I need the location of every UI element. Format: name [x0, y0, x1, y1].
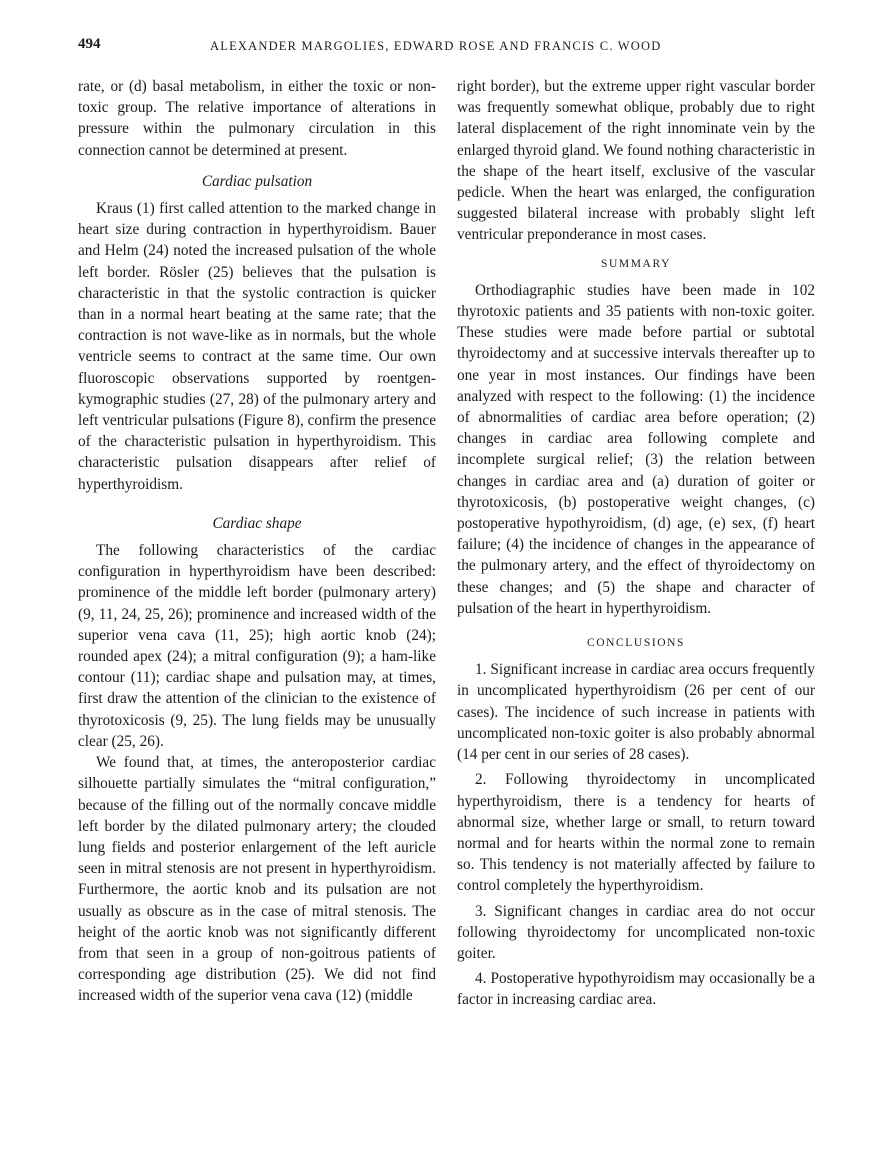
conclusions-heading: CONCLUSIONS — [586, 637, 686, 650]
summary-paragraph: Orthodiagraphic studies have been made in 102 thyrotoxic patients and 35 patients with non-toxic goiter. These studies were made before partial or subtotal thyroidectomy and at successive intervals thereafter up to one year in most instances. Our findings have been analyzed with respect to the following: (1) the incidence of abnormalities of cardiac area before operation; (2) changes in cardiac area following complete and incomplete surgical relief; (3) the relation between changes in cardiac area and (a) duration of goiter or thyrotoxicosis, (b) postoperative weight changes, (c) postoperative hypothyroidism, (d) age, (e) sex, (f) heart failure; (4) the incidence of changes in the appearance of the pulmonary artery, and the effect of thyroidectomy on these changes; and (5) the shape and character of pulsation of the heart in hyperthyroidism. — [457, 281, 815, 617]
conclusion-item: 2. Following thyroidectomy in uncomplicated hyperthyroidism, there is a tendency for hearts of abnormal size, whether large or small, to return toward normal and for hearts within the normal zone to remain so. This tendency is not materially affected by failure to control completely the hyperthyroidism. — [457, 771, 815, 895]
summary-heading: SUMMARY — [601, 257, 671, 270]
running-head: ALEXANDER MARGOLIES, EDWARD ROSE AND FRANCIS C. WOOD — [210, 39, 662, 53]
intro-paragraph: rate, or (d) basal metabolism, in either the toxic or non-toxic group. The relative importance of alterations in pressure within the pulmonary circulation in this connection cannot be determined at present. — [78, 78, 436, 159]
right-column — [457, 76, 815, 1015]
cardiac-pulsation-paragraph: Kraus (1) first called attention to the marked change in heart size during contraction in hyperthyroidism. Bauer and Helm (24) noted the increased pulsation of the whole left border. Rösler (25) believes that the pulsation is characteristic in that the systolic contraction is quicker than in a normal heart beating at the same rate; that the contraction is not wave-like as in normals, but the whole ventricle seems to contract at the same time. Our own fluoroscopic observations supported by roentgen-kymographic studies (27, 28) of the pulmonary artery and left ventricular pulsations (Figure 8), confirm the presence of the characteristic pulsation in hyperthyroidism. This characteristic pulsation disappears after relief of hyperthyroidism. — [78, 200, 436, 493]
cardiac-pulsation-heading: Cardiac pulsation — [201, 172, 313, 190]
left-column — [78, 76, 436, 1007]
page-number: 494 — [78, 36, 101, 52]
conclusion-item: 3. Significant changes in cardiac area do not occur following thyroidectomy for uncomplicated non-toxic goiter. — [457, 902, 815, 962]
conclusion-item: 1. Significant increase in cardiac area occurs frequently in uncomplicated hyperthyroidism (26 per cent of our cases). The incidence of such increase in patients with uncomplicated non-toxic goiter is also probably abnormal (14 per cent in our series of 28 cases). — [457, 661, 815, 764]
cardiac-shape-heading: Cardiac shape — [212, 514, 302, 532]
cardiac-shape-paragraph-1: The following characteristics of the cardiac configuration in hyperthyroidism have been described: prominence of the middle left border (pulmonary artery) (9, 11, 24, 25, 26); prominence and increased width of the superior vena cava (11, 25); high aortic knob (24); rounded apex (24); a mitral configuration (9); a ham-like contour (11); cardiac shape and pulsation may, at times, first draw the attention of the clinician to the existence of thyrotoxicosis (9, 25). The lung fields may be unusually clear (25, 26). — [78, 542, 436, 750]
continued-paragraph: right border), but the extreme upper right vascular border was frequently somewhat oblique, probably due to right lateral displacement of the right innominate vein by the enlarged thyroid gland. We found nothing characteristic in the shape of the heart itself, exclusive of the vascular pedicle. When the heart was enlarged, the configuration suggested bilateral increase with probably slight left ventricular preponderance in most cases. — [457, 78, 815, 244]
cardiac-shape-paragraph-2: We found that, at times, the anteroposterior cardiac silhouette partially simulates the “mitral configuration,” because of the filling out of the normally concave middle left border by the dilated pulmonary artery; the clouded lung fields and posterior enlargement of the left auricle seen in mitral stenosis are not present in hyperthyroidism. Furthermore, the aortic knob and its pulsation are not usually as obscure as in the case of mitral stenosis. The height of the aortic knob was not significantly different from that seen in a group of non-goitrous patients of corresponding age distribution (25). We did not find increased width of the superior vena cava (12) (middle — [78, 754, 436, 1005]
conclusions-list — [457, 659, 815, 1010]
page-header — [78, 36, 812, 60]
conclusion-item: 4. Postoperative hypothyroidism may occasionally be a factor in increasing cardiac area. — [457, 970, 815, 1009]
